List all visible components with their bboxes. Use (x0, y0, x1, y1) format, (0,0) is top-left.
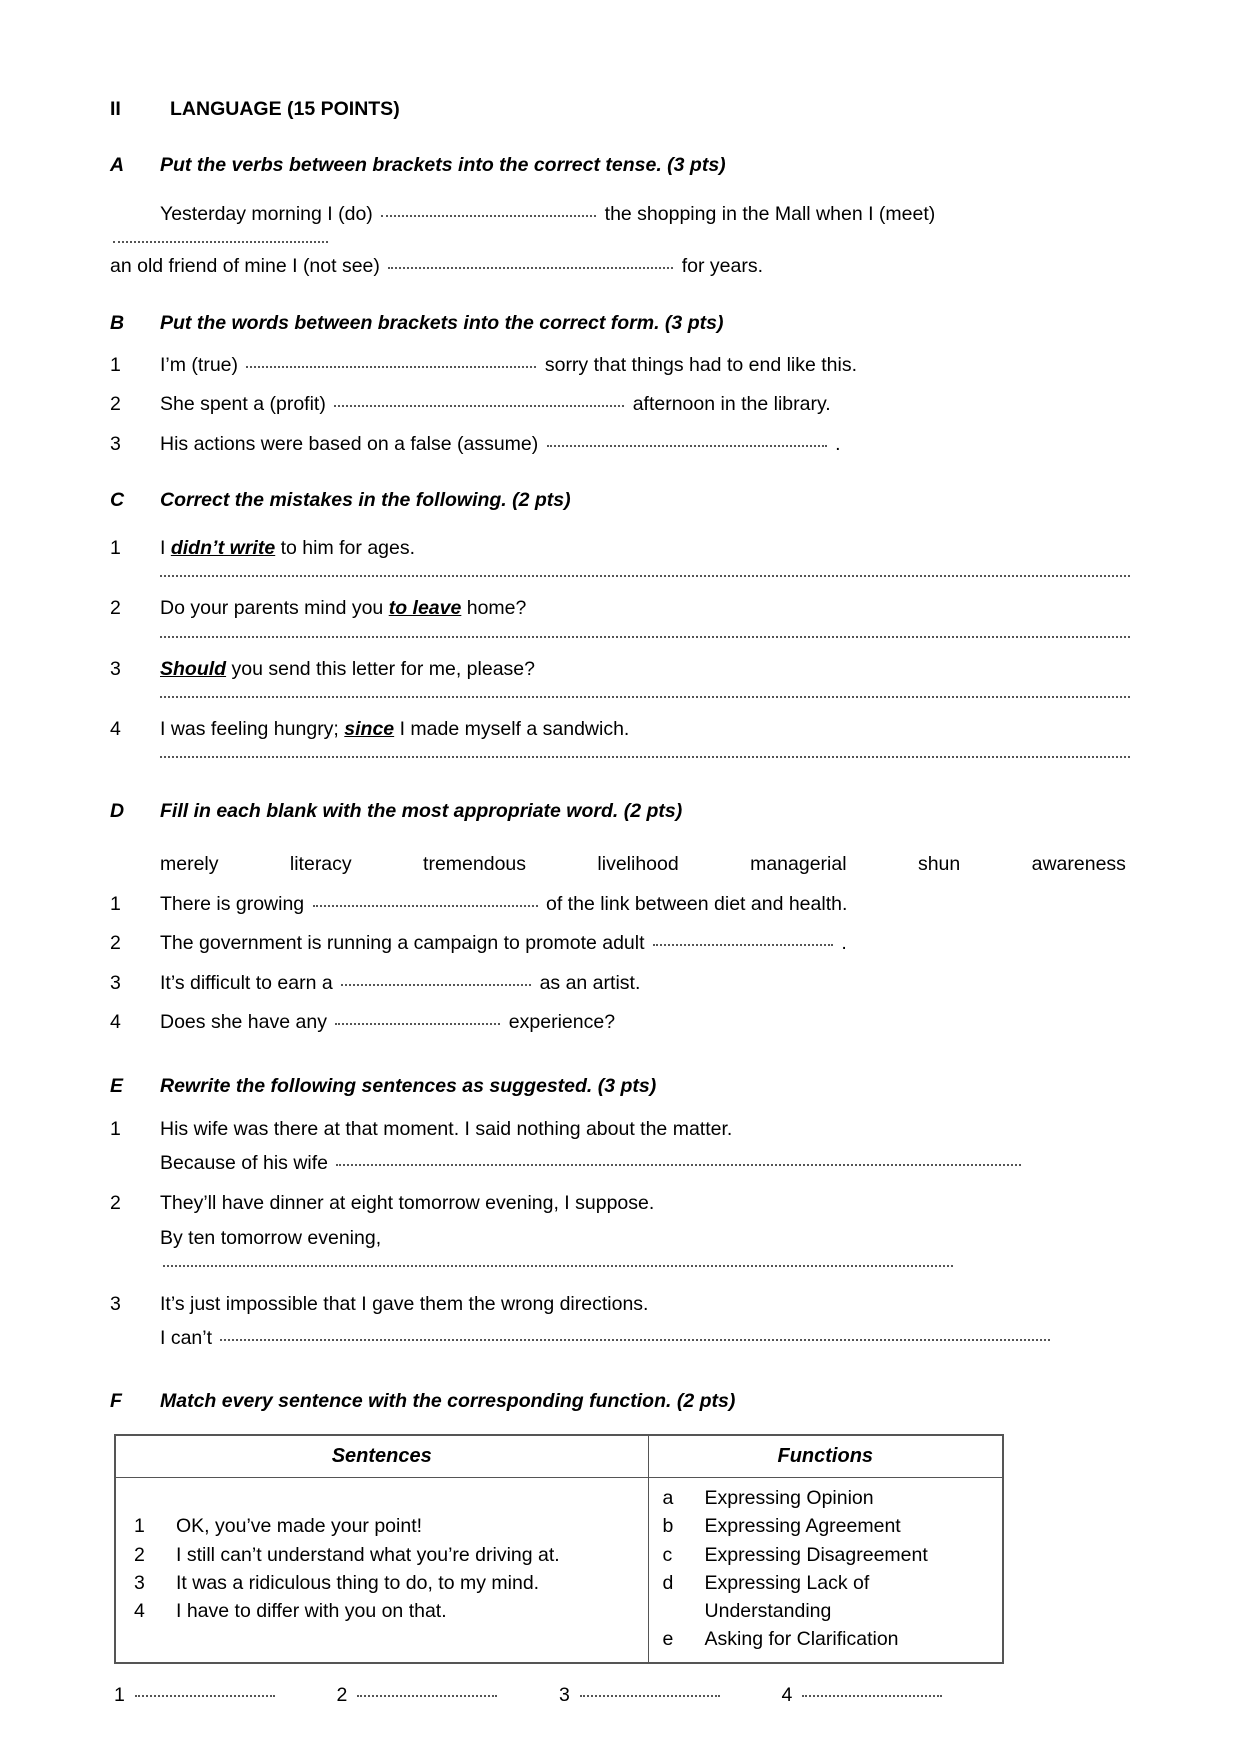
item-text-post: home? (461, 597, 527, 620)
part-a-heading (110, 152, 1130, 178)
blank-b1[interactable] (246, 366, 536, 368)
item-text-post: to him for ages. (275, 537, 416, 560)
answer-slot (782, 1682, 1005, 1708)
function-text: Asking for Clarification (704, 1628, 899, 1651)
sentence-key: 2 (134, 1543, 145, 1566)
item-text-pre: Do your parents mind you (160, 597, 389, 620)
page-title (110, 96, 1130, 122)
item-text-post: you send this letter for me, please? (226, 657, 535, 680)
function-key: e (662, 1628, 674, 1651)
item-number: 1 (110, 353, 121, 376)
table-header-row (115, 1435, 1003, 1478)
list-item (110, 352, 1130, 378)
blank-b3[interactable] (547, 445, 827, 447)
list-item[interactable] (134, 1512, 638, 1540)
item-text-before: The government is running a campaign to promote adult (160, 932, 645, 955)
item-text (160, 716, 1130, 742)
item-starter-line (160, 1325, 1130, 1351)
part-a-text-2b: for years. (681, 255, 764, 278)
item-text-before: I’m (true) (160, 353, 238, 376)
sentence-key: 1 (134, 1515, 145, 1538)
part-c-title: Correct the mistakes in the following. (2 pts) (160, 488, 571, 511)
item-starter-line (160, 1150, 1130, 1176)
word-bank-item: shun (917, 852, 961, 875)
sentence-text: I have to differ with you on that. (176, 1600, 447, 1623)
item-text (160, 352, 1130, 378)
part-c-heading (110, 487, 1130, 513)
part-d-items (110, 891, 1130, 1035)
blank-a2[interactable] (113, 241, 328, 243)
list-item[interactable] (134, 1569, 638, 1597)
part-e-heading (110, 1073, 1130, 1099)
part-a-text-1a: Yesterday morning I (do) (160, 202, 373, 225)
function-key: d (662, 1571, 674, 1594)
blank-d3[interactable] (341, 984, 531, 986)
part-b-letter: B (110, 311, 125, 334)
highlighted-error: didn’t write (170, 537, 276, 560)
item-text-after: as an artist. (539, 971, 641, 994)
item-number: 2 (110, 393, 121, 416)
part-b-items (110, 352, 1130, 457)
list-item (110, 1116, 1130, 1177)
part-f-title: Match every sentence with the corresponding function. (2 pts) (160, 1389, 736, 1412)
answer-slot (337, 1682, 560, 1708)
sentence-key: 4 (134, 1600, 145, 1623)
item-prompt: It’s just impossible that I gave them the wrong directions. (160, 1293, 649, 1316)
matching-answer-row (114, 1682, 1004, 1708)
item-text (160, 891, 1130, 917)
item-number: 2 (110, 1192, 121, 1215)
function-text: Expressing Opinion (704, 1487, 874, 1510)
list-item (110, 930, 1130, 956)
item-text-before: She spent a (profit) (160, 393, 326, 416)
matching-table (114, 1434, 1004, 1664)
part-a-letter: A (110, 154, 125, 177)
function-key: b (662, 1515, 674, 1538)
list-item (110, 535, 1130, 577)
item-starter: By ten tomorrow evening, (160, 1226, 382, 1249)
function-key: c (662, 1543, 673, 1566)
part-f-letter: F (110, 1389, 122, 1412)
part-a-line-2 (110, 253, 1130, 279)
part-a-text-2a: an old friend of mine I (not see) (110, 255, 380, 278)
highlighted-error: since (344, 718, 395, 741)
item-number: 4 (110, 1010, 121, 1033)
list-item[interactable] (663, 1541, 992, 1569)
item-number: 4 (110, 718, 121, 741)
answer-line-c4[interactable] (160, 756, 1130, 758)
column-header-sentences: Sentences (115, 1435, 648, 1478)
item-text (160, 970, 1130, 996)
list-item (110, 970, 1130, 996)
answer-line-e2[interactable] (163, 1265, 953, 1267)
item-text-after: afternoon in the library. (632, 393, 831, 416)
item-text (160, 930, 1130, 956)
part-e-title: Rewrite the following sentences as suggested. (3 pts) (160, 1075, 657, 1098)
answer-number: 1 (114, 1683, 125, 1706)
item-text-after: of the link between diet and health. (546, 893, 848, 915)
word-bank-item: literacy (289, 852, 352, 875)
list-item[interactable] (663, 1569, 992, 1626)
item-text-pre: I was feeling hungry; (160, 718, 345, 741)
item-text-post: I made myself a sandwich. (394, 718, 630, 741)
part-e-letter: E (110, 1075, 124, 1098)
item-text-before: There is growing (160, 893, 305, 915)
table-row (115, 1478, 1003, 1663)
function-text: Expressing Agreement (704, 1515, 901, 1538)
answer-slot (559, 1682, 782, 1708)
word-bank-item: livelihood (597, 852, 679, 875)
list-item (110, 1009, 1130, 1035)
answer-blank-2[interactable] (357, 1695, 497, 1697)
blank-d1[interactable] (313, 905, 538, 907)
part-b-title: Put the words between brackets into the correct form. (3 pts) (160, 311, 724, 334)
blank-b2[interactable] (334, 405, 624, 407)
word-bank-item: merely (160, 852, 219, 875)
list-item (110, 716, 1130, 758)
item-text (160, 431, 1130, 457)
list-item[interactable] (663, 1512, 992, 1540)
part-a-text-1b: the shopping in the Mall when I (meet) (604, 202, 936, 225)
item-text (160, 535, 1130, 561)
part-d-letter: D (110, 800, 125, 823)
item-text (160, 656, 1130, 682)
answer-blank-1[interactable] (135, 1695, 275, 1697)
answer-number: 4 (781, 1683, 793, 1706)
answer-blank-4[interactable] (802, 1695, 942, 1697)
list-item[interactable] (134, 1541, 638, 1569)
answer-number: 3 (559, 1683, 570, 1706)
part-c-letter: C (110, 488, 125, 511)
item-number: 1 (110, 893, 121, 915)
list-item (110, 891, 1130, 917)
item-prompt: His wife was there at that moment. I said nothing about the matter. (160, 1117, 733, 1140)
answer-blank-3[interactable] (580, 1695, 720, 1697)
item-text-after: experience? (508, 1010, 616, 1033)
blank-d4[interactable] (335, 1023, 500, 1025)
list-item[interactable] (663, 1625, 992, 1653)
answer-line-c1[interactable] (160, 575, 1130, 577)
function-text: Expressing Lack of Understanding (704, 1571, 870, 1623)
item-number: 3 (110, 971, 121, 994)
highlighted-error: to leave (388, 597, 462, 620)
sentence-text: OK, you’ve made your point! (176, 1515, 423, 1538)
sentence-text: I still can’t understand what you’re driving at. (176, 1543, 560, 1566)
list-item[interactable] (134, 1597, 638, 1625)
function-key: a (662, 1487, 674, 1510)
answer-slot (114, 1682, 337, 1708)
item-text-pre: I (160, 537, 171, 560)
section-title: LANGUAGE (15 POINTS) (170, 98, 400, 120)
part-b-heading (110, 310, 1130, 336)
item-number: 2 (110, 932, 121, 955)
part-e-items (110, 1116, 1130, 1352)
item-number: 3 (110, 1293, 121, 1316)
item-text (160, 1009, 1130, 1035)
word-bank-item: awareness (1031, 852, 1126, 875)
item-number: 1 (110, 1117, 121, 1140)
sentence-text: It was a ridiculous thing to do, to my mind. (176, 1571, 540, 1594)
column-header-functions: Functions (648, 1435, 1003, 1478)
item-text (160, 595, 1130, 621)
item-text-before: Does she have any (160, 1010, 327, 1033)
list-item[interactable] (663, 1484, 992, 1512)
sentence-key: 3 (134, 1571, 145, 1594)
answer-number: 2 (336, 1683, 348, 1706)
item-text (160, 391, 1130, 417)
section-number: II (110, 98, 121, 120)
list-item (110, 595, 1130, 637)
list-item (110, 656, 1130, 698)
word-bank-item: managerial (750, 852, 847, 875)
item-text-before: It’s difficult to earn a (160, 971, 333, 994)
item-starter: I can’t (160, 1327, 213, 1350)
blank-d2[interactable] (653, 944, 833, 946)
part-a-exercise (110, 201, 1130, 280)
part-d-title: Fill in each blank with the most appropriate word. (2 pts) (160, 800, 683, 823)
sentences-cell (115, 1478, 648, 1663)
item-text-after: . (841, 932, 847, 955)
list-item (110, 391, 1130, 417)
item-number: 2 (110, 597, 121, 620)
item-number: 3 (110, 432, 121, 455)
part-a-line-1 (110, 201, 1130, 254)
answer-line-e3[interactable] (220, 1339, 1050, 1341)
answer-line-c2[interactable] (160, 636, 1130, 638)
part-c-items (110, 535, 1130, 758)
item-text-after: . (835, 432, 841, 455)
list-item (110, 1291, 1130, 1352)
word-bank (160, 851, 1130, 877)
item-text-before: His actions were based on a false (assume) (160, 432, 539, 455)
blank-a3[interactable] (388, 267, 673, 269)
function-text: Expressing Disagreement (704, 1543, 928, 1566)
list-item (110, 1190, 1130, 1277)
item-number: 1 (110, 537, 121, 560)
highlighted-error: Should (160, 657, 227, 680)
item-starter: Because of his wife (160, 1151, 329, 1174)
item-starter-line (160, 1225, 1130, 1278)
part-a-title: Put the verbs between brackets into the correct tense. (3 pts) (160, 154, 726, 177)
part-f-heading (110, 1388, 1130, 1414)
answer-line-c3[interactable] (160, 696, 1130, 698)
item-prompt: They’ll have dinner at eight tomorrow evening, I suppose. (160, 1192, 655, 1215)
part-d-heading (110, 798, 1130, 824)
item-number: 3 (110, 657, 121, 680)
list-item (110, 431, 1130, 457)
word-bank-item: tremendous (423, 852, 527, 875)
item-text-after: sorry that things had to end like this. (544, 353, 858, 376)
functions-cell (648, 1478, 1003, 1663)
blank-a1[interactable] (381, 215, 596, 217)
answer-line-e1[interactable] (336, 1164, 1021, 1166)
